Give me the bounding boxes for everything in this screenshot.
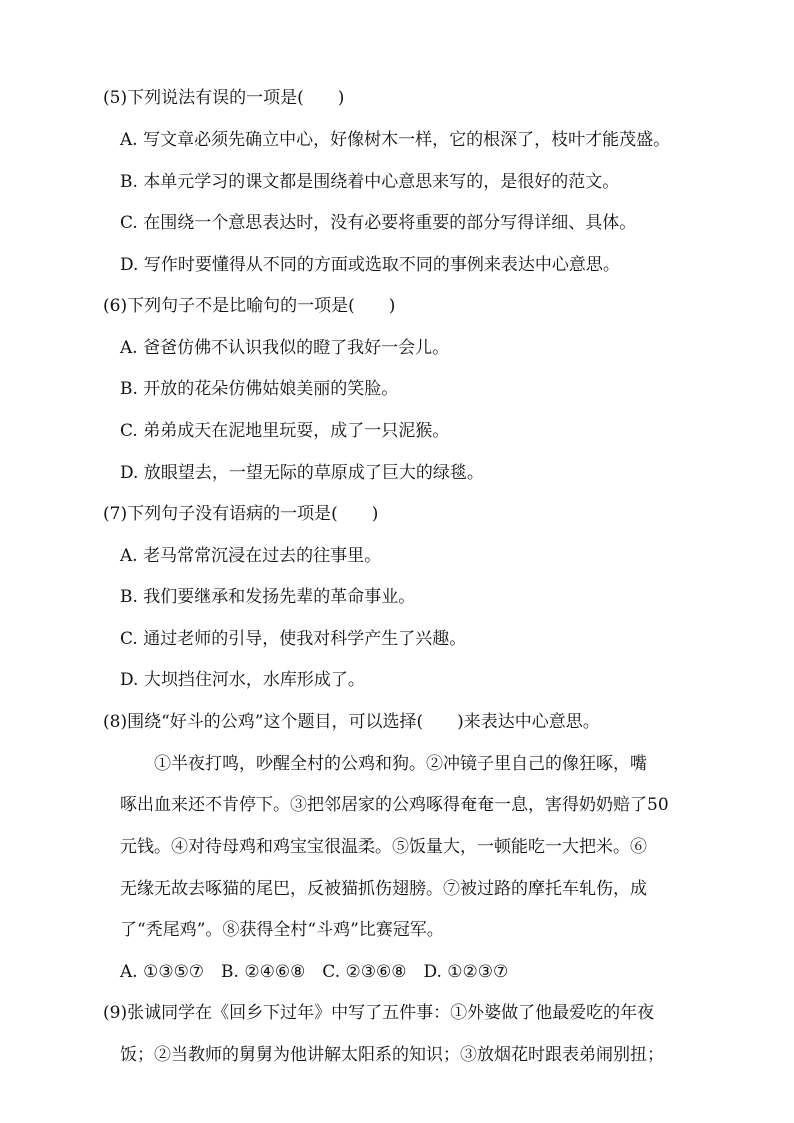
question-6-option-a: A. 爸爸仿佛不认识我似的瞪了我好一会儿。 bbox=[120, 338, 450, 358]
question-8-material-line: 元钱。④对待母鸡和鸡宝宝很温柔。⑤饭量大，一顿能吃一大把米。⑥ bbox=[120, 837, 647, 857]
question-8-material-line: ①半夜打鸣，吵醒全村的公鸡和狗。②冲镜子里自己的像狂啄，嘴 bbox=[120, 754, 647, 774]
question-7-option-a: A. 老马常常沉浸在过去的往事里。 bbox=[120, 546, 382, 566]
question-8-material-line: 了“秃尾鸡”。⑧获得全村“斗鸡”比赛冠军。 bbox=[120, 920, 444, 940]
question-6-option-b: B. 开放的花朵仿佛姑娘美丽的笑脸。 bbox=[120, 379, 399, 399]
question-6-option-c: C. 弟弟成天在泥地里玩耍，成了一只泥猴。 bbox=[120, 421, 450, 441]
question-8-material-line: 啄出血来还不肯停下。③把邻居家的公鸡啄得奄奄一息，害得奶奶赔了50 bbox=[120, 795, 669, 815]
question-7-stem: (7)下列句子没有语病的一项是( ) bbox=[103, 504, 379, 524]
question-8-material-line: 无缘无故去啄猫的尾巴，反被猫抓伤翅膀。⑦被过路的摩托车轧伤，成 bbox=[120, 879, 647, 899]
question-5-option-d: D. 写作时要懂得从不同的方面或选取不同的事例来表达中心意思。 bbox=[120, 255, 620, 275]
question-8-stem: (8)围绕“好斗的公鸡”这个题目，可以选择( )来表达中心意思。 bbox=[103, 712, 600, 732]
question-7-option-b: B. 我们要继承和发扬先辈的革命事业。 bbox=[120, 587, 416, 607]
question-7-option-d: D. 大坝挡住河水，水库形成了。 bbox=[120, 670, 365, 690]
question-5-stem: (5)下列说法有误的一项是( ) bbox=[103, 88, 345, 108]
question-9-line: (9)张诚同学在《回乡下过年》中写了五件事：①外婆做了他最爱吃的年夜 bbox=[103, 1003, 655, 1023]
question-6-option-d: D. 放眼望去，一望无际的草原成了巨大的绿毯。 bbox=[120, 463, 484, 483]
question-5-option-b: B. 本单元学习的课文都是围绕着中心意思来写的，是很好的范文。 bbox=[120, 172, 620, 192]
question-5-option-a: A. 写文章必须先确立中心，好像树木一样，它的根深了，枝叶才能茂盛。 bbox=[120, 130, 671, 150]
question-6-stem: (6)下列句子不是比喻句的一项是( ) bbox=[103, 296, 396, 316]
question-8-options: A. ①③⑤⑦ B. ②④⑥⑧ C. ②③⑥⑧ D. ①②③⑦ bbox=[120, 962, 509, 982]
question-7-option-c: C. 通过老师的引导，使我对科学产生了兴趣。 bbox=[120, 629, 467, 649]
question-5-option-c: C. 在围绕一个意思表达时，没有必要将重要的部分写得详细、具体。 bbox=[120, 213, 637, 233]
question-9-line: 饭；②当教师的舅舅为他讲解太阳系的知识；③放烟花时跟表弟闹别扭； bbox=[120, 1045, 664, 1065]
